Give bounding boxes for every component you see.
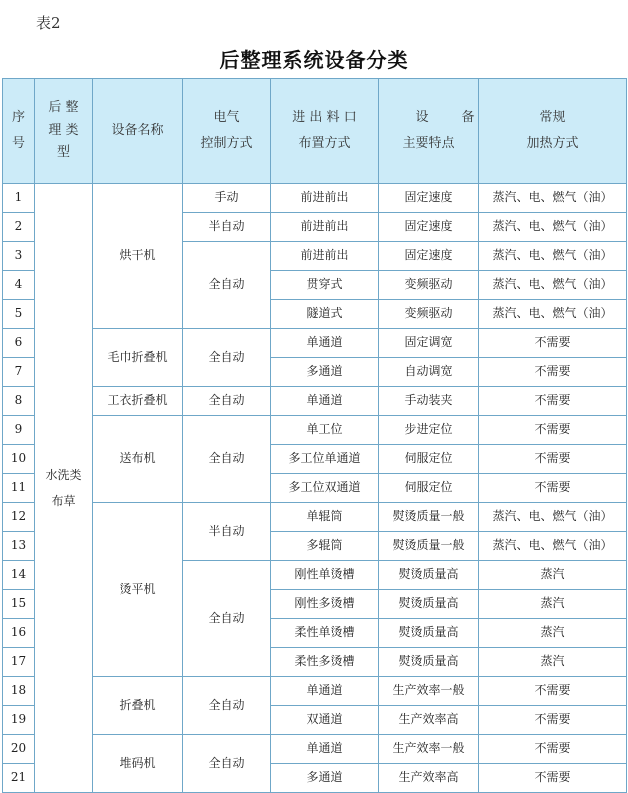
equipment-table: [2, 78, 627, 793]
cell-layout: 刚性单烫槽: [271, 561, 379, 590]
cell-no: 13: [3, 532, 35, 561]
cell-no: 5: [3, 300, 35, 329]
cell-layout: 单通道: [271, 677, 379, 706]
cell-feature: 固定调宽: [379, 329, 479, 358]
cell-layout: 单通道: [271, 735, 379, 764]
header-category: 后 整 理 类 型: [35, 79, 93, 184]
header-index: 序 号: [3, 79, 35, 184]
header-name: 设备名称: [93, 79, 183, 184]
cell-feature: 熨烫质量高: [379, 648, 479, 677]
header-row: [3, 79, 627, 184]
cell-heating: 蒸汽、电、燃气（油）: [479, 213, 627, 242]
cell-name: 烫平机: [93, 503, 183, 677]
cell-feature: 手动装夹: [379, 387, 479, 416]
cell-no: 7: [3, 358, 35, 387]
cell-layout: 前进前出: [271, 184, 379, 213]
cell-layout: 多辊筒: [271, 532, 379, 561]
cell-feature: 步进定位: [379, 416, 479, 445]
cell-feature: 生产效率一般: [379, 677, 479, 706]
cell-feature: 伺服定位: [379, 474, 479, 503]
cell-feature: 熨烫质量一般: [379, 503, 479, 532]
cell-layout: 刚性多烫槽: [271, 590, 379, 619]
table-row: [3, 735, 627, 764]
cell-heating: 不需要: [479, 329, 627, 358]
cell-no: 19: [3, 706, 35, 735]
cell-feature: 熨烫质量高: [379, 619, 479, 648]
cell-no: 1: [3, 184, 35, 213]
cell-layout: 前进前出: [271, 242, 379, 271]
cell-heating: 蒸汽、电、燃气（油）: [479, 271, 627, 300]
cell-name: 烘干机: [93, 184, 183, 329]
cell-feature: 熨烫质量高: [379, 590, 479, 619]
cell-category: 水洗类 布草: [35, 184, 93, 793]
header-feature: 设 备 主要特点: [379, 79, 479, 184]
cell-layout: 单通道: [271, 329, 379, 358]
cell-no: 18: [3, 677, 35, 706]
cell-no: 12: [3, 503, 35, 532]
cell-heating: 不需要: [479, 358, 627, 387]
cell-no: 11: [3, 474, 35, 503]
table-label: 表2: [36, 14, 61, 32]
cell-feature: 固定速度: [379, 184, 479, 213]
cell-control: 半自动: [183, 213, 271, 242]
cell-layout: 贯穿式: [271, 271, 379, 300]
cell-control: 全自动: [183, 242, 271, 329]
cell-no: 9: [3, 416, 35, 445]
table-row: [3, 416, 627, 445]
cell-layout: 隧道式: [271, 300, 379, 329]
cell-no: 16: [3, 619, 35, 648]
header-control: 电气 控制方式: [183, 79, 271, 184]
cell-feature: 自动调宽: [379, 358, 479, 387]
cell-control: 全自动: [183, 561, 271, 677]
table-row: [3, 387, 627, 416]
cell-layout: 多通道: [271, 764, 379, 793]
table-row: [3, 503, 627, 532]
cell-feature: 熨烫质量高: [379, 561, 479, 590]
cell-control: 全自动: [183, 735, 271, 793]
cell-no: 21: [3, 764, 35, 793]
cell-heating: 蒸汽: [479, 619, 627, 648]
cell-feature: 生产效率一般: [379, 735, 479, 764]
cell-control: 手动: [183, 184, 271, 213]
table-row: [3, 329, 627, 358]
cell-layout: 柔性单烫槽: [271, 619, 379, 648]
cell-no: 20: [3, 735, 35, 764]
cell-layout: 单辊筒: [271, 503, 379, 532]
cell-layout: 多工位双通道: [271, 474, 379, 503]
cell-feature: 生产效率高: [379, 764, 479, 793]
cell-heating: 蒸汽、电、燃气（油）: [479, 300, 627, 329]
cell-heating: 蒸汽: [479, 561, 627, 590]
cell-heating: 不需要: [479, 387, 627, 416]
cell-layout: 柔性多烫槽: [271, 648, 379, 677]
cell-control: 全自动: [183, 416, 271, 503]
cell-layout: 前进前出: [271, 213, 379, 242]
cell-layout: 多通道: [271, 358, 379, 387]
cell-layout: 单通道: [271, 387, 379, 416]
cell-no: 17: [3, 648, 35, 677]
cell-heating: 不需要: [479, 474, 627, 503]
cell-heating: 不需要: [479, 677, 627, 706]
cell-feature: 熨烫质量一般: [379, 532, 479, 561]
cell-heating: 不需要: [479, 764, 627, 793]
cell-no: 10: [3, 445, 35, 474]
cell-heating: 不需要: [479, 416, 627, 445]
cell-control: 全自动: [183, 677, 271, 735]
cell-no: 2: [3, 213, 35, 242]
cell-no: 14: [3, 561, 35, 590]
cell-control: 全自动: [183, 387, 271, 416]
cell-no: 4: [3, 271, 35, 300]
header-layout: 进 出 料 口 布置方式: [271, 79, 379, 184]
cell-heating: 不需要: [479, 735, 627, 764]
cell-feature: 变频驱动: [379, 300, 479, 329]
cell-name: 送布机: [93, 416, 183, 503]
cell-name: 堆码机: [93, 735, 183, 793]
cell-heating: 蒸汽、电、燃气（油）: [479, 503, 627, 532]
cell-name: 毛巾折叠机: [93, 329, 183, 387]
cell-layout: 单工位: [271, 416, 379, 445]
cell-layout: 多工位单通道: [271, 445, 379, 474]
cell-control: 全自动: [183, 329, 271, 387]
cell-heating: 蒸汽: [479, 590, 627, 619]
cell-heating: 蒸汽: [479, 648, 627, 677]
cell-no: 6: [3, 329, 35, 358]
cell-heating: 蒸汽、电、燃气（油）: [479, 184, 627, 213]
cell-feature: 变频驱动: [379, 271, 479, 300]
cell-no: 15: [3, 590, 35, 619]
table-row: [3, 677, 627, 706]
cell-feature: 固定速度: [379, 213, 479, 242]
cell-heating: 蒸汽、电、燃气（油）: [479, 532, 627, 561]
cell-layout: 双通道: [271, 706, 379, 735]
cell-feature: 生产效率高: [379, 706, 479, 735]
cell-control: 半自动: [183, 503, 271, 561]
cell-feature: 固定速度: [379, 242, 479, 271]
cell-no: 8: [3, 387, 35, 416]
table-title: 后整理系统设备分类: [219, 48, 409, 72]
cell-heating: 不需要: [479, 706, 627, 735]
cell-no: 3: [3, 242, 35, 271]
cell-name: 折叠机: [93, 677, 183, 735]
cell-heating: 不需要: [479, 445, 627, 474]
header-heating: 常规 加热方式: [479, 79, 627, 184]
table-row: [3, 184, 627, 213]
cell-feature: 伺服定位: [379, 445, 479, 474]
cell-heating: 蒸汽、电、燃气（油）: [479, 242, 627, 271]
cell-name: 工衣折叠机: [93, 387, 183, 416]
